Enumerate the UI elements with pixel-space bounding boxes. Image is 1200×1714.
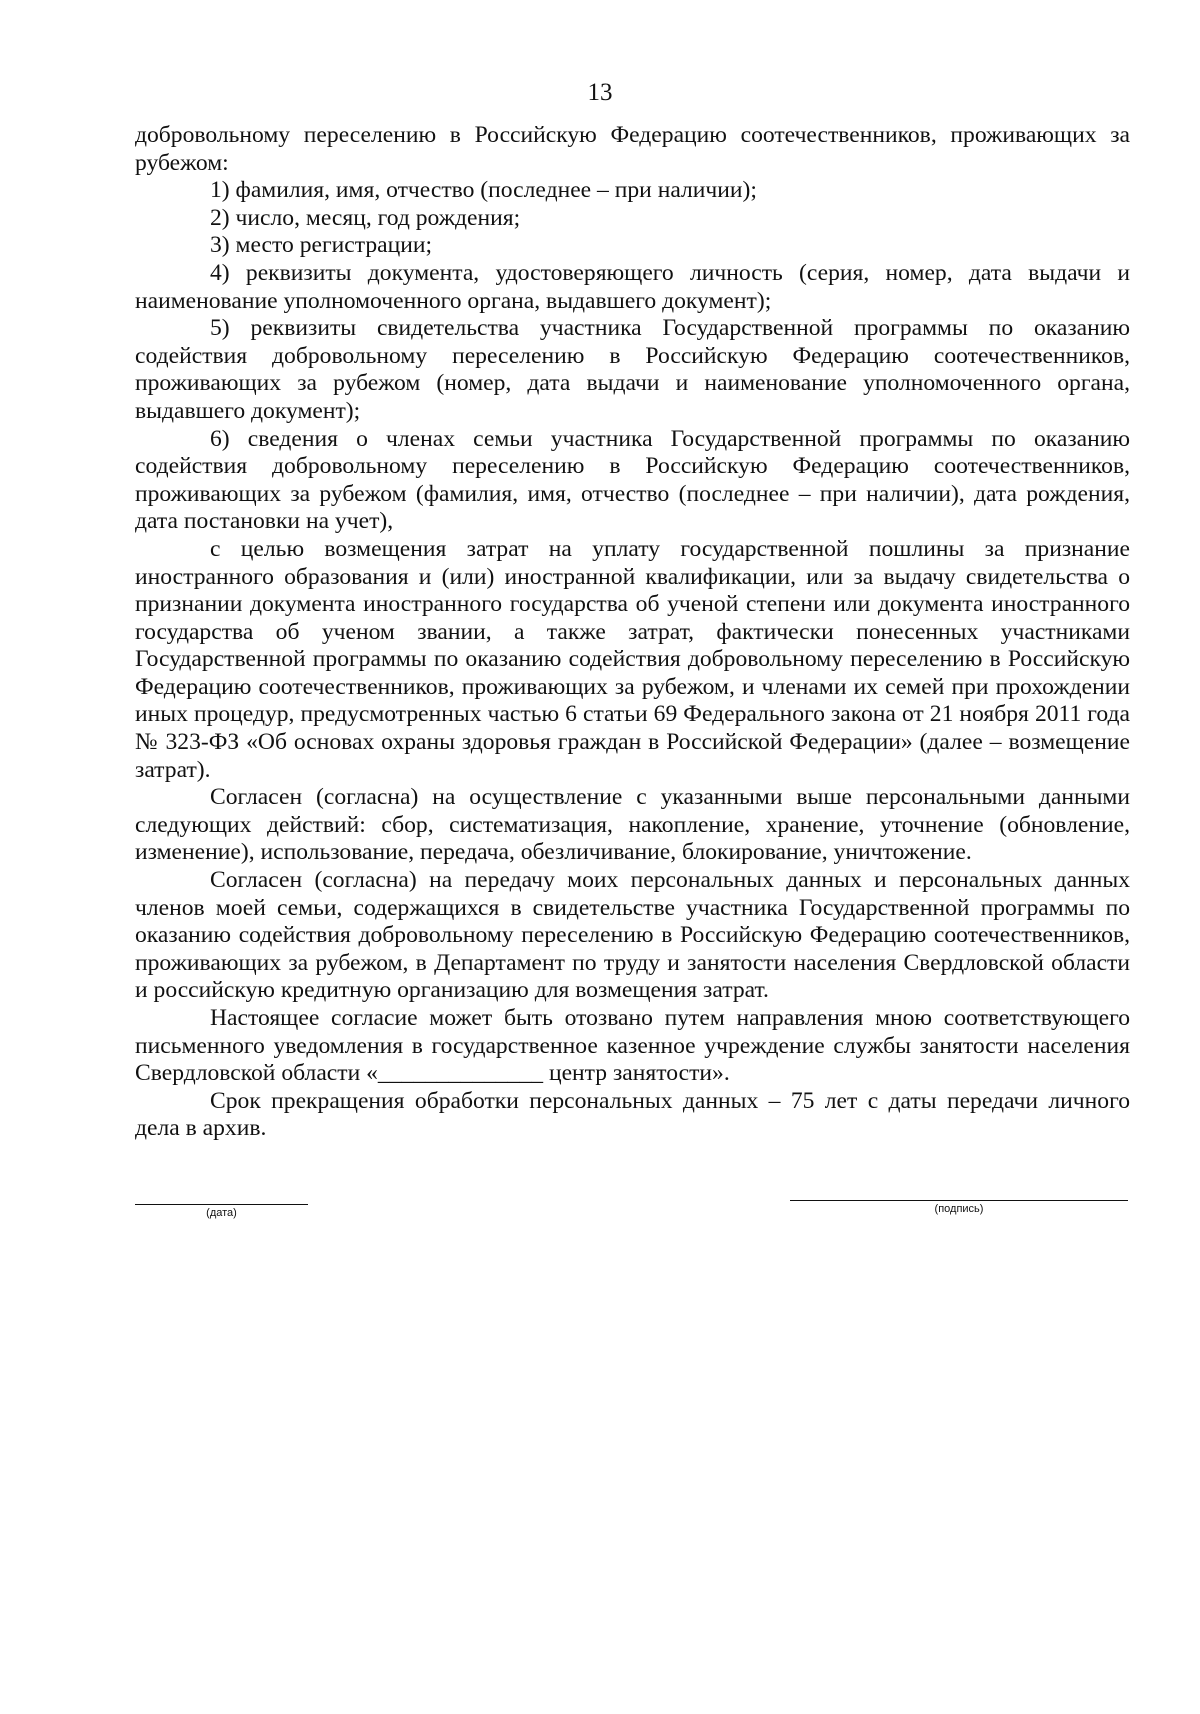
list-item-identity-document: 4) реквизиты документа, удостоверяющего личность (серия, номер, дата выдачи и наименование уполномоченного органа, выдавшего документ); (135, 259, 1130, 314)
paragraph-purpose: с целью возмещения затрат на уплату государственной пошлины за признание иностранного образования и (или) иностранной квалификации, или за выдачу свидетельства о признании документа иностранного государства об ученой степени или документа иностранного государства об ученом звании, а также затрат, фактически понесенных участниками Государственной программы по оказанию содействия добровольному переселению в Российскую Федерацию соотечественников, проживающих за рубежом, и членами их семей при прохождении иных процедур, предусмотренных частью 6 статьи 69 Федерального закона от 21 ноября 2011 года № 323-ФЗ «Об основах охраны здоровья граждан в Российской Федерации» (далее – возмещение затрат). (135, 535, 1130, 783)
list-item-full-name: 1) фамилия, имя, отчество (последнее – при наличии); (210, 177, 757, 204)
paragraph-continuation: добровольному переселению в Российскую Федерацию соотечественников, проживающих за рубежом: (135, 122, 1130, 176)
signature-caption: (подпись) (934, 1203, 984, 1215)
page-number: 13 (587, 79, 613, 106)
date-line[interactable] (135, 1204, 308, 1205)
paragraph-consent-transfer: Согласен (согласна) на передачу моих персональных данных и персональных данных членов моей семьи, содержащихся в свидетельстве участника Государственной программы по оказанию содействия добровольному переселению в Российскую Федерацию соотечественников, проживающих за рубежом, в Департамент по труду и занятости населения Свердловской области и российскую кредитную организацию для возмещения затрат. (135, 867, 1130, 1004)
paragraph-consent-actions: Согласен (согласна) на осуществление с указанными выше персональными данными следующих действий: сбор, систематизация, накопление, хранение, уточнение (обновление, изменение), использование, передача, обезличивание, блокирование, уничтожение. (135, 784, 1130, 866)
document-body (135, 122, 1130, 1143)
date-caption: (дата) (206, 1207, 237, 1219)
list-item-birth-date: 2) число, месяц, год рождения; (210, 204, 521, 231)
list-item-registration-place: 3) место регистрации; (210, 232, 433, 259)
list-item-program-certificate: 5) реквизиты свидетельства участника Государственной программы по оказанию содействия добровольному переселению в Российскую Федерацию соотечественников, проживающих за рубежом (номер, дата выдачи и наименование уполномоченного органа, выдавшего документ); (135, 315, 1130, 424)
paragraph-withdrawal: Настоящее согласие может быть отозвано путем направления мною соответствующего письменного уведомления в государственное казенное учреждение службы занятости населения Свердловской области «______________ центр занятости». (135, 1005, 1130, 1087)
signature-block (0, 1196, 1200, 1236)
paragraph-retention-period: Срок прекращения обработки персональных данных – 75 лет с даты передачи личного дела в архив. (135, 1087, 1130, 1142)
list-item-family-members: 6) сведения о членах семьи участника Государственной программы по оказанию содействия добровольному переселению в Российскую Федерацию соотечественников, проживающих за рубежом (фамилия, имя, отчество (последнее – при наличии), дата рождения, дата постановки на учет), (135, 425, 1130, 535)
signature-line[interactable] (790, 1200, 1128, 1201)
